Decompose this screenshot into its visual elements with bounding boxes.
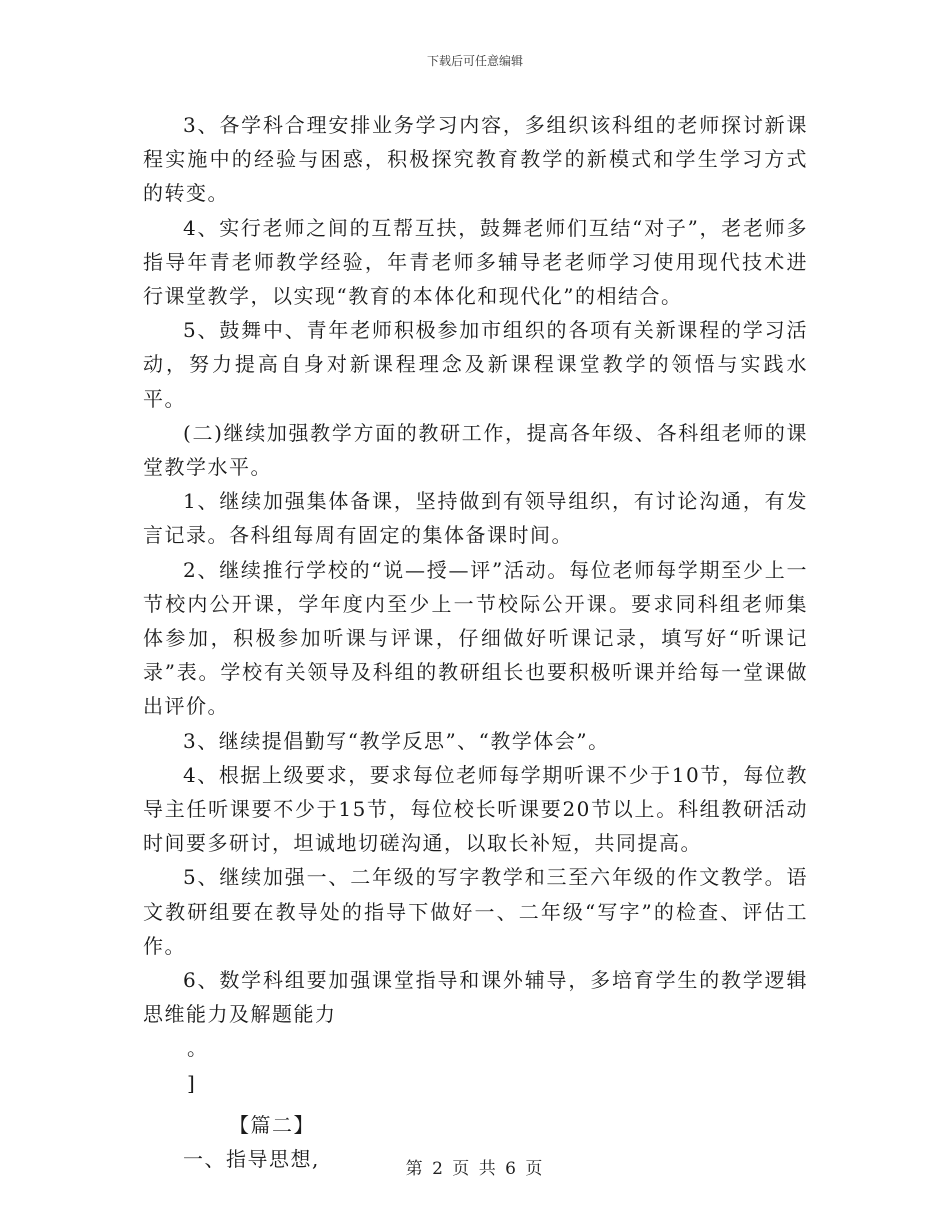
paragraph-7: 3、继续提倡勤写“教学反思”、“教学体会”。: [183, 728, 610, 753]
paragraph-1: 3、各学科合理安排业务学习内容，多组织该科组的老师探讨新课程实施中的经验与困惑，积极探究教育教学的新模式和学生学习方式的转变。: [143, 113, 808, 206]
paragraph-6: 2、继续推行学校的“说—授—评”活动。每位老师每学期至少上一节校内公开课，学年度内至少上一节校际公开课。要求同科组老师集体参加，积极参加听课与评课，仔细做好听课记录，填写好“听课记录”表。学校有关领导及科组的教研组长也要积极听课并给每一堂课做出评价。: [143, 557, 808, 719]
paragraph-10: 6、数学科组要加强课堂指导和课外辅导，多培育学生的教学逻辑思维能力及解题能力: [143, 968, 808, 1027]
paragraph-3: 5、鼓舞中、青年老师积极参加市组织的各项有关新课程的学习活动，努力提高自身对新课程理念及新课程课堂教学的领悟与实践水平。: [143, 318, 808, 411]
paragraph-9: 5、继续加强一、二年级的写字教学和三至六年级的作文教学。语文教研组要在教导处的指导下做好一、二年级“写字”的检查、评估工作。: [143, 865, 808, 958]
stray-bracket: ]: [187, 1070, 195, 1095]
page-number-footer: 第 2 页 共 6 页: [405, 1159, 545, 1179]
paragraph-2: 4、实行老师之间的互帮互扶，鼓舞老师们互结“对子”，老老师多指导年青老师教学经验，年青老师多辅导老老师学习使用现代技术进行课堂教学，以实现“教育的本体化和现代化”的相结合。: [143, 215, 808, 309]
stray-period: 。: [187, 1036, 207, 1061]
paragraph-4: (二)继续加强教学方面的教研工作，提高各年级、各科组老师的课堂教学水平。: [143, 420, 808, 480]
paragraph-8: 4、根据上级要求，要求每位老师每学期听课不少于10节，每位教导主任听课要不少于15节，每位校长听课要20节以上。科组教研活动时间要多研讨，坦诚地切磋沟通，以取长补短，共同提高。: [143, 762, 808, 856]
section-title: 【篇二】: [229, 1112, 315, 1137]
paragraph-5: 1、继续加强集体备课，坚持做到有领导组织，有讨论沟通，有发言记录。各科组每周有固定的集体备课时间。: [143, 489, 808, 548]
section-first-heading: 一、指导思想,: [183, 1147, 320, 1172]
page-header-note: 下载后可任意编辑: [426, 54, 523, 68]
document-body: [143, 108, 808, 1176]
